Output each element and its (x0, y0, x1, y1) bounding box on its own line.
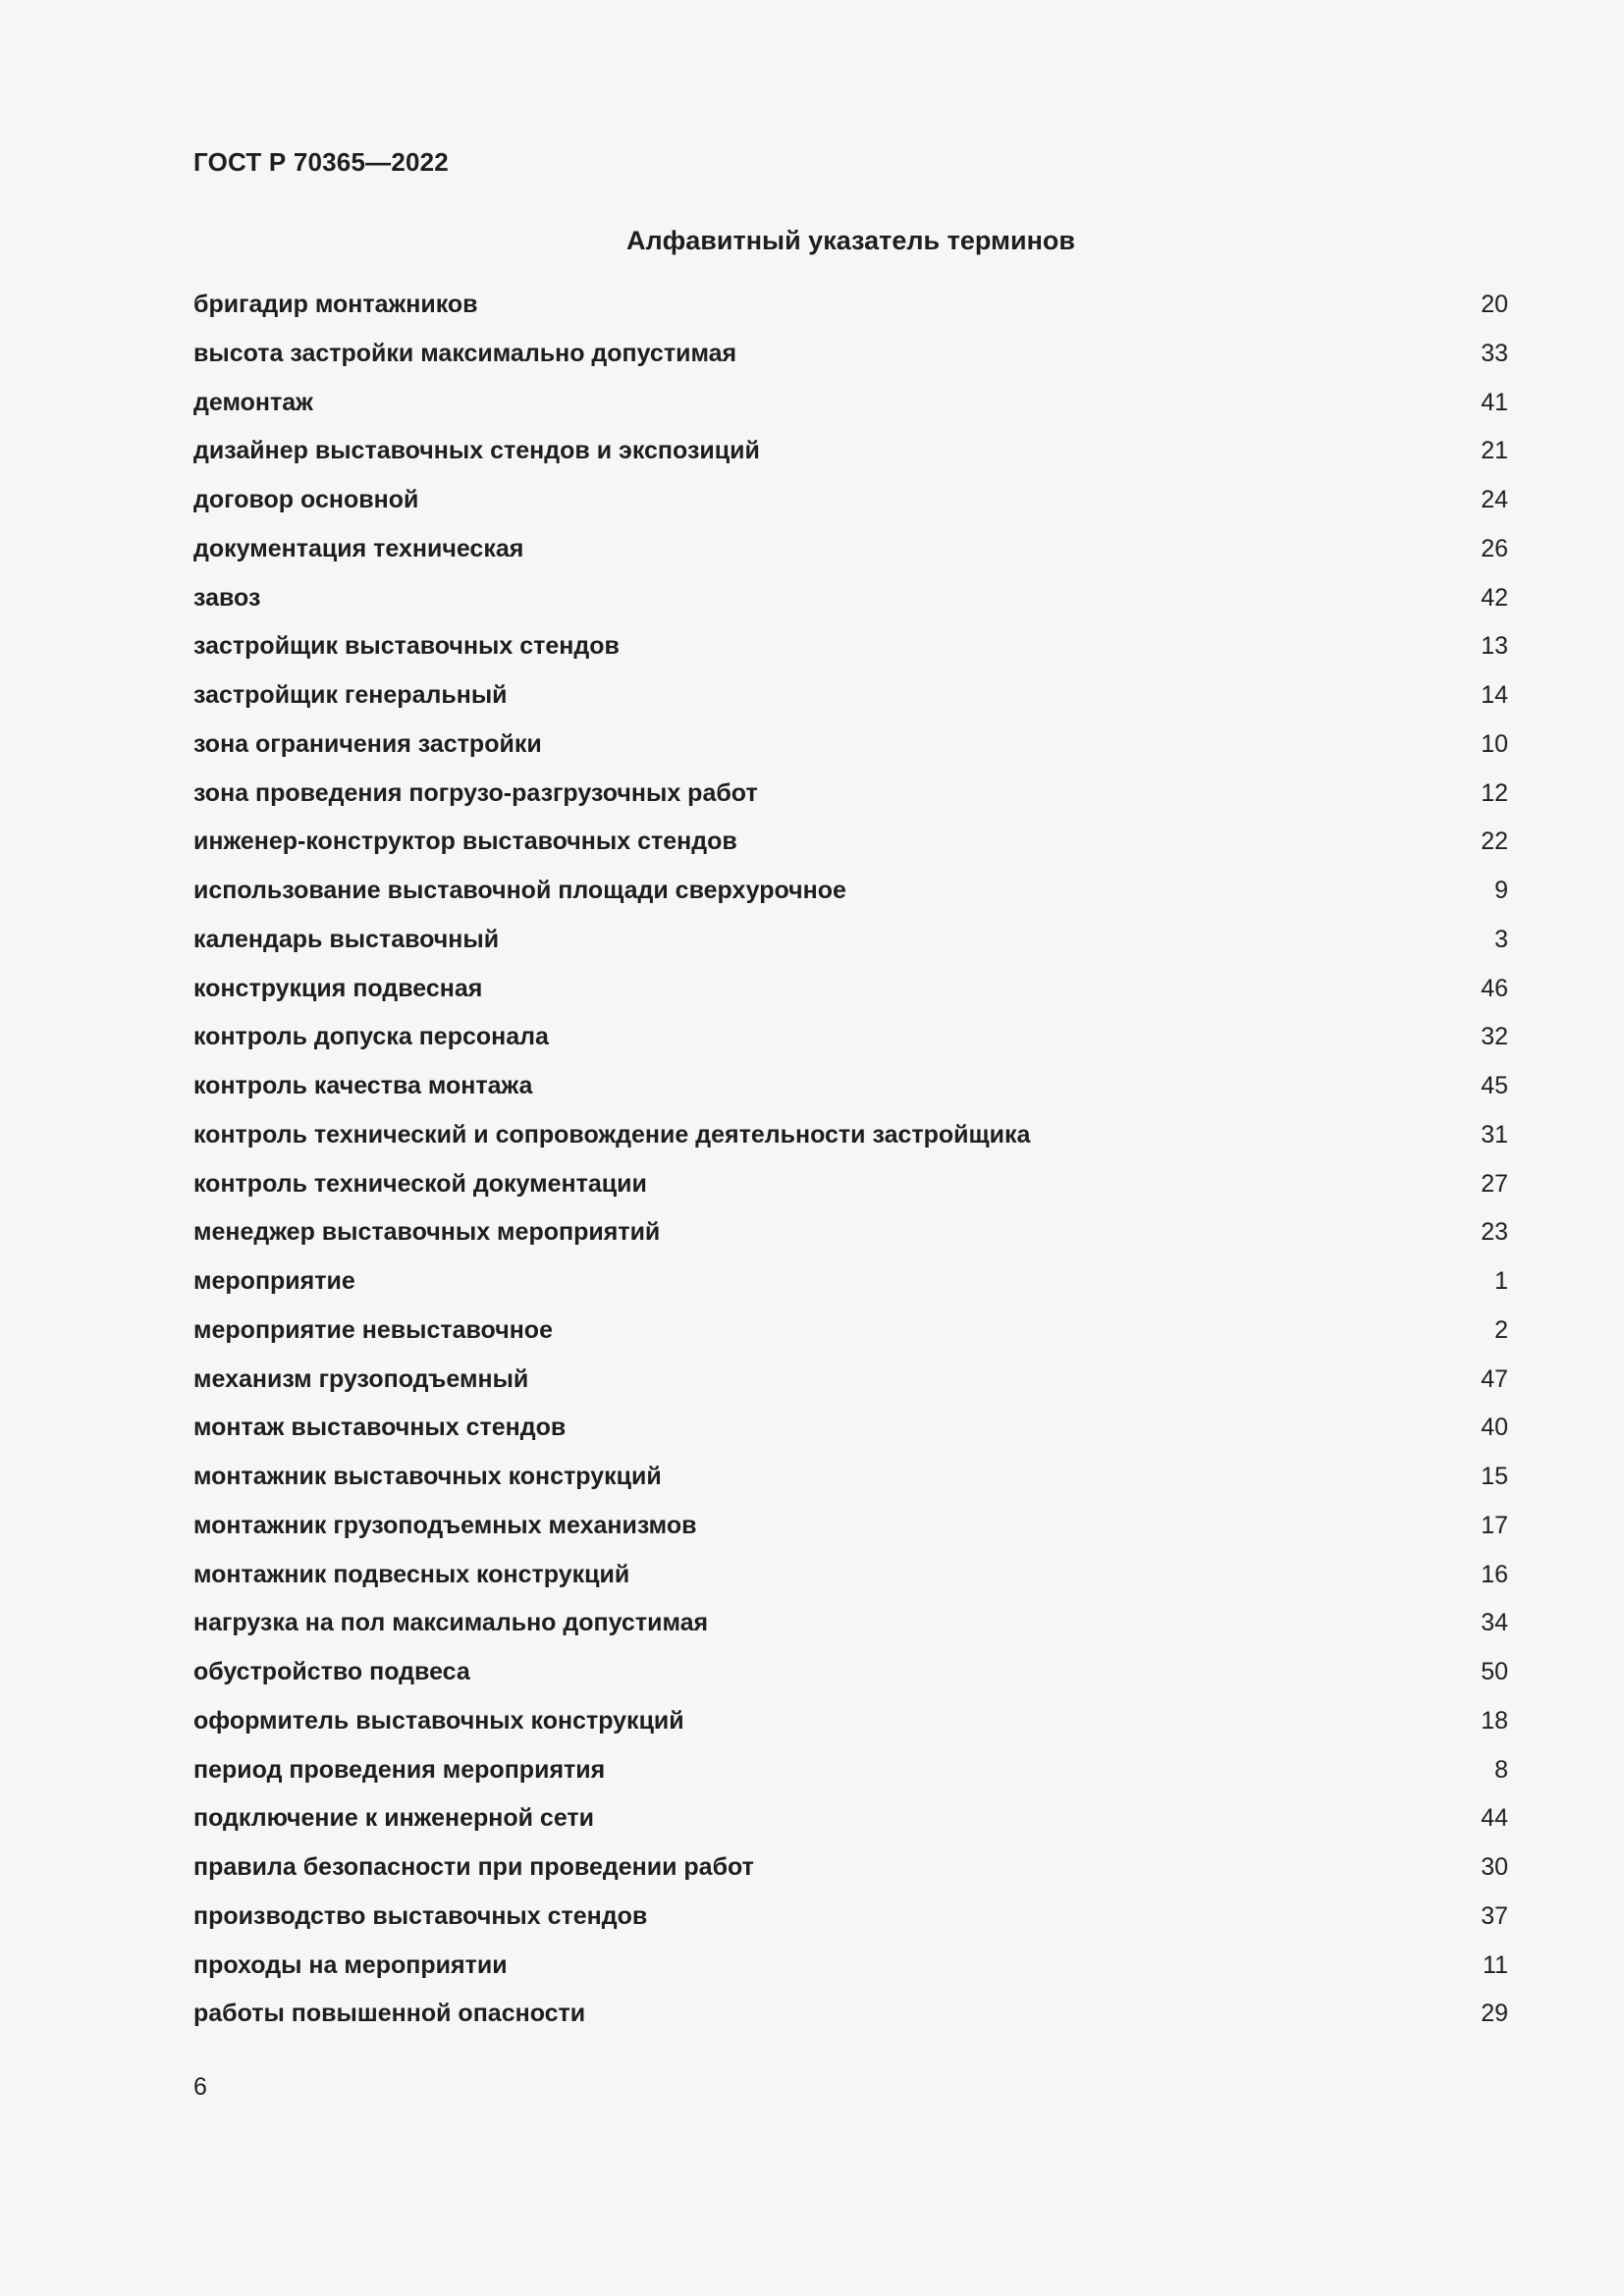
index-entry-term: завоз (193, 583, 261, 612)
index-entry (193, 334, 1508, 383)
index-entry (193, 1457, 1508, 1506)
index-entry-term: инженер-конструктор выставочных стендов (193, 828, 737, 856)
index-entry-ref: 26 (1481, 534, 1508, 562)
index-entry (193, 431, 1508, 480)
index-entry-ref: 23 (1481, 1218, 1508, 1247)
index-entry (193, 1555, 1508, 1604)
index-entry-term: конструкция подвесная (193, 974, 483, 1002)
term-index-list (193, 285, 1508, 2043)
index-entry (193, 822, 1508, 871)
index-entry (193, 675, 1508, 724)
index-entry-term: дизайнер выставочных стендов и экспозиций (193, 437, 760, 465)
index-entry-term: контроль допуска персонала (193, 1023, 549, 1051)
index-entry (193, 285, 1508, 334)
index-entry-ref: 18 (1481, 1706, 1508, 1735)
index-entry-term: демонтаж (193, 388, 313, 416)
index-entry-term: использование выставочной площади сверхурочное (193, 877, 846, 904)
index-entry-ref: 40 (1481, 1414, 1508, 1442)
index-entry-term: контроль качества монтажа (193, 1072, 533, 1099)
index-entry (193, 1701, 1508, 1750)
index-entry-ref: 2 (1494, 1315, 1508, 1344)
index-entry (193, 1310, 1508, 1360)
index-entry-ref: 37 (1481, 1901, 1508, 1930)
index-entry (193, 480, 1508, 529)
index-entry-ref: 27 (1481, 1169, 1508, 1198)
index-entry-term: договор основной (193, 486, 419, 513)
index-entry-term: проходы на мероприятии (193, 1950, 508, 1979)
index-entry-ref: 16 (1481, 1560, 1508, 1588)
index-entry (193, 1896, 1508, 1946)
index-entry-ref: 34 (1481, 1609, 1508, 1637)
index-entry (193, 1164, 1508, 1213)
index-entry-ref: 22 (1481, 828, 1508, 856)
index-entry-ref: 3 (1494, 925, 1508, 953)
index-entry-term: мероприятие невыставочное (193, 1315, 553, 1344)
index-entry-ref: 17 (1481, 1511, 1508, 1539)
index-title: Алфавитный указатель терминов (626, 226, 1075, 255)
index-entry (193, 969, 1508, 1018)
index-entry-ref: 32 (1481, 1023, 1508, 1051)
page-number: 6 (193, 2073, 207, 2101)
index-entry-ref: 1 (1494, 1267, 1508, 1295)
index-entry (193, 1360, 1508, 1409)
index-entry-term: документация техническая (193, 534, 524, 562)
index-entry-ref: 21 (1481, 437, 1508, 465)
index-entry-ref: 42 (1481, 583, 1508, 612)
index-entry-ref: 10 (1481, 729, 1508, 758)
index-entry-term: застройщик выставочных стендов (193, 632, 620, 661)
index-entry-ref: 8 (1494, 1755, 1508, 1784)
index-entry-term: менеджер выставочных мероприятий (193, 1218, 661, 1247)
index-entry (193, 1652, 1508, 1701)
index-entry-term: монтажник грузоподъемных механизмов (193, 1511, 697, 1539)
index-entry (193, 1261, 1508, 1310)
index-entry-term: монтажник выставочных конструкций (193, 1463, 662, 1490)
index-entry-ref: 44 (1481, 1804, 1508, 1833)
index-entry-ref: 41 (1481, 388, 1508, 416)
index-entry-term: период проведения мероприятия (193, 1755, 606, 1784)
index-entry (193, 1847, 1508, 1896)
index-entry-term: монтажник подвесных конструкций (193, 1560, 630, 1588)
index-entry-term: подключение к инженерной сети (193, 1804, 595, 1833)
index-entry (193, 1798, 1508, 1847)
index-entry-term: бригадир монтажников (193, 291, 478, 318)
index-entry (193, 1506, 1508, 1555)
index-entry-ref: 11 (1483, 1950, 1508, 1979)
index-entry-ref: 31 (1481, 1120, 1508, 1148)
index-entry (193, 1017, 1508, 1066)
index-entry-term: монтаж выставочных стендов (193, 1414, 567, 1442)
index-entry-ref: 24 (1481, 486, 1508, 513)
index-entry (193, 1603, 1508, 1652)
index-entry (193, 871, 1508, 920)
index-entry-ref: 15 (1481, 1463, 1508, 1490)
index-entry (193, 1946, 1508, 1995)
index-entry (193, 578, 1508, 627)
index-entry-term: нагрузка на пол максимально допустимая (193, 1609, 709, 1637)
index-entry (193, 383, 1508, 432)
index-entry (193, 1408, 1508, 1457)
index-entry-term: контроль технический и сопровождение деятельности застройщика (193, 1120, 1031, 1148)
index-entry-term: высота застройки максимально допустимая (193, 339, 737, 367)
index-entry-ref: 33 (1481, 339, 1508, 367)
index-entry-ref: 13 (1481, 632, 1508, 661)
index-entry (193, 774, 1508, 823)
index-entry (193, 724, 1508, 774)
index-entry (193, 1066, 1508, 1115)
index-entry-ref: 14 (1481, 681, 1508, 709)
index-entry (193, 626, 1508, 675)
index-entry-ref: 20 (1481, 291, 1508, 318)
index-entry (193, 1212, 1508, 1261)
index-entry-ref: 46 (1481, 974, 1508, 1002)
index-entry-term: зона проведения погрузо-разгрузочных работ (193, 778, 758, 807)
index-entry-term: зона ограничения застройки (193, 729, 542, 758)
index-entry-ref: 9 (1494, 877, 1508, 904)
index-entry (193, 1750, 1508, 1799)
index-entry-term: правила безопасности при проведении работ (193, 1853, 754, 1881)
index-entry-ref: 12 (1481, 778, 1508, 807)
index-entry-term: обустройство подвеса (193, 1658, 470, 1685)
index-entry-term: застройщик генеральный (193, 681, 508, 709)
index-entry-term: работы повышенной опасности (193, 2000, 586, 2028)
index-entry-term: календарь выставочный (193, 925, 500, 953)
index-entry-term: контроль технической документации (193, 1169, 647, 1198)
index-entry-ref: 30 (1481, 1853, 1508, 1881)
index-entry-ref: 45 (1481, 1072, 1508, 1099)
document-code: ГОСТ Р 70365—2022 (193, 147, 449, 177)
index-entry-ref: 47 (1481, 1364, 1508, 1393)
index-entry-ref: 50 (1481, 1658, 1508, 1685)
index-entry (193, 920, 1508, 969)
index-entry (193, 1115, 1508, 1164)
index-entry-ref: 29 (1481, 2000, 1508, 2028)
index-entry-term: мероприятие (193, 1267, 355, 1295)
index-entry (193, 529, 1508, 578)
index-entry-term: оформитель выставочных конструкций (193, 1706, 684, 1735)
index-entry (193, 1994, 1508, 2043)
index-entry-term: механизм грузоподъемный (193, 1364, 529, 1393)
index-entry-term: производство выставочных стендов (193, 1901, 648, 1930)
